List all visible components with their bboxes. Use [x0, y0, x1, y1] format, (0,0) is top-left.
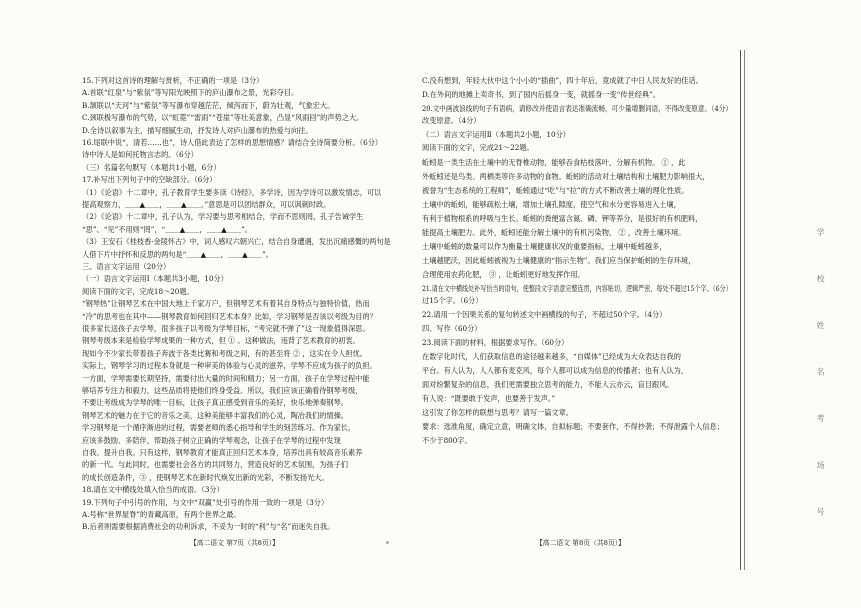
left-page-text-line: 的成长创造条件，③ ，使钢琴艺术在新时代焕发出新的光彩，不断发扬光大。 — [82, 473, 329, 482]
right-page-text-line: C.没有想到，年轻大伙中这个小小的“插曲”，四十年后，竟成就了中日人民友好的佳话。 — [422, 76, 703, 85]
scan-speck — [386, 541, 389, 544]
left-page-text-line: 钢琴艺术的魅力在于它的音乐之美，这种美能够丰富我们的心灵，陶冶我们的情操。 — [82, 411, 348, 420]
binding-line — [740, 50, 741, 570]
left-page-text-line: 19.下列句子中引号的作用，与文中“双赢”处引号的作用一致的一项是（3分） — [82, 498, 329, 507]
left-page-text-line: 人借下片中抒怀和反思的两句是“＿＿▲＿＿，＿＿▲＿＿”。 — [82, 250, 273, 259]
right-page-text-line: 土壤越肥沃，因此蚯蚓被视为土壤健康的“指示生物”。我们应当保护蚯蚓的生存环境， — [422, 256, 696, 265]
right-page-text-line: 22.请用一个因果关系的复句转述文中画横线的句子，不超过50个字。（4分） — [422, 310, 667, 319]
right-page-text-line: （二）语言文字运用Ⅱ（本题共2小题，10分） — [422, 130, 570, 139]
right-page-text-line: 20.文中画波浪线的句子有语病，请修改并使语言表达准确流畅，可少量增删词语，不得改变原意。（4分） — [422, 104, 732, 113]
left-page-text-line: 18.请在文中横线处填入恰当的成语。（3分） — [82, 485, 224, 494]
left-page-text-line: （3）王安石《桂枝香·金陵怀古》中，词人感叹六朝兴亡，结合自身遭遇，发出沉痛感慨的两句是 — [82, 237, 391, 246]
right-page-text-line: 不少于800字。 — [422, 436, 472, 445]
left-page — [82, 76, 392, 596]
right-page-text-line: 有利于植物根系的呼吸与生长。蚯蚓的粪便富含氮、磷、钾等养分，是很好的有机肥料， — [422, 214, 703, 223]
right-page-text-line: 蚯蚓是一类生活在土壤中的无脊椎动物，能够吞食枯枝落叶，分解有机物。 ① ，此 — [422, 158, 686, 167]
left-page-text-line: B.后者则需要根据消费社会的功利诉求，不妥为一时的“利”与“名”而迷失自我。 — [82, 522, 335, 531]
right-page-text-line: D.在外间的地摊上卖奇书，到了国内后摇身一变，就摇身一变“传世经典”。 — [422, 90, 660, 99]
left-page-text-line: D.全诗以叙事为主，描写细腻生动，抒发诗人对庐山瀑布的热爱与向往。 — [82, 126, 313, 135]
right-page-text-line: 在数字化时代，人们获取信息的途径越来越多，“自媒体”已经成为大众表达自我的 — [422, 352, 681, 361]
right-page-text-line: 被誉为“生态系统的工程师”，蚯蚓通过“吃”与“拉”的方式不断改善土壤的理化性质。 — [422, 186, 689, 195]
right-page-text-line: 土壤中蚯蚓的数量可以作为衡量土壤健康状况的重要指标，土壤中蚯蚓越多， — [422, 242, 667, 251]
left-page-text-line: 诗中诗人是如何托物言志的。（6分） — [82, 150, 198, 159]
right-page-text-line: 改变原意。（4分） — [422, 116, 481, 125]
left-page-text-line: 三、语言文字运用（20分） — [82, 262, 171, 271]
left-page-text-line: （三）名篇名句默写（本题共1小题，6分） — [82, 163, 221, 172]
left-page-text-line: 的新一代。与此同时，也需要社会各方的共同努力，营造良好的艺术氛围，为孩子们 — [82, 460, 348, 469]
left-page-text-line: （2）《论语》十二章中，孔子认为，学习要与思考相结合，学而不思则罔，孔子告诫学生 — [82, 212, 364, 221]
left-page-text-line: “钢琴热”让钢琴艺术在中国大地上千家万户，但钢琴艺术有着其自身特点与独特价值，热而 — [82, 299, 370, 308]
binding-line-inner — [744, 50, 745, 570]
right-page-text-line: 23.阅读下面的材料，根据要求写作。（60分） — [422, 338, 569, 347]
left-page-text-line: B.颔联以“天河”与“紫氛”等写瀑布穿越茫茫，倾泻而下，蔚为壮观，气象宏大。 — [82, 101, 335, 110]
right-page-text-line: 阅读下面的文字，完成21～22题。 — [422, 143, 534, 152]
right-page-text-line: 这引发了你怎样的联想与思考？请写一篇文章。 — [422, 408, 573, 417]
left-page-text-line: （1）《论语》十二章中，孔子教育学生要多读《诗经》，多学诗，因为学诗可以激发情志，可以 — [82, 188, 382, 197]
right-page — [422, 76, 732, 596]
right-page-text-line: 有人说：“既要敢于发声，也要善于发声。” — [422, 394, 556, 403]
left-page-text-line: 很多家长送孩子去学琴，很多孩子以考级为学琴目标，“考完就不弹了”这一现象值得深思。 — [82, 324, 370, 333]
left-page-text-line: 提高观察力，＿＿▲＿＿，＿＿▲＿＿。”意思是可以团结群众，可以讽刺时政。 — [82, 200, 331, 209]
left-page-text-line: C.颈联极写瀑布的气势，以“虹霓”“雷雨”“苍崖”等壮美意象，凸显“风雨回”的声势之大。 — [82, 113, 364, 122]
right-page-text-line: 过15个字。（6分） — [422, 296, 483, 305]
left-page-text-line: A.首联“红泉”与“紫氛”等写阳光映照下的庐山瀑布之景，光彩夺目。 — [82, 88, 299, 97]
left-page-text-line: （一）语言文字运用Ⅰ（本题共3小题，10分） — [82, 274, 228, 283]
left-page-footer: 【高二语文 第7页（共8页）】 — [190, 539, 279, 547]
left-page-text-line: “思”、“见”不用则“罔”，“＿＿▲＿＿，＿＿▲＿＿”。 — [82, 225, 252, 234]
left-page-text-line: 15.下列对这首诗的理解与赏析，不正确的一项是（3分） — [82, 76, 264, 85]
left-page-text-line: 阅读下面的文字，完成18～20题。 — [82, 287, 194, 296]
right-page-text-line: 面对纷繁复杂的信息，我们更需要独立思考的能力，不能人云亦云，盲目跟风。 — [422, 380, 674, 389]
right-page-footer: 【高二语文 第8页（共8页）】 — [536, 539, 625, 547]
left-page-text-line: 钢琴考级本来是检验学琴成果的一种方式，但 ① 。这种做法，违背了艺术教育的初衷。 — [82, 336, 360, 345]
right-page-text-line: 能提高土壤肥力。此外，蚯蚓还能分解土壤中的有机污染物， ② ，改善土壤环境。 — [422, 228, 686, 237]
left-page-text-line: 不要让考级成为学琴的唯一目标，让孩子真正感受到音乐的美好，快乐地弹奏钢琴。 — [82, 398, 348, 407]
left-page-text-line: 现如今不少家长带着孩子奔波于各类比赛和考级之间，有的甚至将 ② ，这实在令人担忧。 — [82, 349, 367, 358]
left-page-text-line: 够培养专注力和毅力，这些品质将使他们终身受益。所以，我们应该正确看待钢琴考级， — [82, 386, 363, 395]
left-page-text-line: 学习钢琴是一个循序渐进的过程，需要老师的悉心指导和学生的刻苦练习。作为家长， — [82, 423, 356, 432]
left-page-text-line: 一方面，学琴需要长期坚持，需要付出大量的时间和精力；另一方面，孩子在学琴过程中能 — [82, 374, 370, 383]
right-page-text-line: 土壤中的蚯蚓，能够疏松土壤，增加土壤孔隙度，使空气和水分更容易进入土壤， — [422, 200, 681, 209]
right-page-text-line: 外蚯蚓还是鸟类、两栖类等许多动物的食物。蚯蚓的活动对土壤结构和土壤肥力影响很大， — [422, 172, 710, 181]
left-page-text-line: 17.补写出下列句子中的空缺部分。（6分） — [82, 175, 217, 184]
left-page-text-line: 应该多鼓励、多陪伴，帮助孩子树立正确的学琴观念，让孩子在学琴的过程中发现 — [82, 436, 341, 445]
left-page-text-line: 16.尾联中说“，清若……也”，诗人借此表达了怎样的思想情感？请结合全诗简要分析。（6分） — [82, 138, 383, 147]
right-page-text-line: 要求：选准角度，确定立意，明确文体，自拟标题；不要套作，不得抄袭；不得泄露个人信息； — [422, 422, 724, 431]
binding-margin-labels: 学 校 姓 名 考 场 号 — [816, 228, 825, 534]
left-page-text-line: A.号称“世界屋脊”的青藏高原，有两个世界之最。 — [82, 510, 241, 519]
left-page-text-line: 自我、提升自我。只有这样，钢琴教育才能真正回归艺术本身，培养出具有较高音乐素养 — [82, 448, 363, 457]
right-page-text-line: 合理使用农药化肥， ③ ，让蚯蚓更好地发挥作用。 — [422, 270, 585, 279]
right-page-text-line: 四、写作（60分） — [422, 324, 482, 333]
right-page-text-line: 平台。有人认为，人人都有麦克风，每个人都可以成为信息的传播者；也有人认为， — [422, 366, 688, 375]
right-page-text-line: 21.请在文中横线处补写恰当的语句，使整段文字语意完整连贯，内容贴切，逻辑严密，每处不超过15个字。（6分） — [422, 284, 732, 293]
left-page-text-line: “冷”的思考也在其中——钢琴教育如何回归艺术本身？比如，学习钢琴是否该以考级为目的？ — [82, 312, 377, 321]
left-page-text-line: 实际上，钢琴学习的过程本身就是一种审美的体验与心灵的滋养，学琴不应成为孩子的负担。 — [82, 361, 377, 370]
